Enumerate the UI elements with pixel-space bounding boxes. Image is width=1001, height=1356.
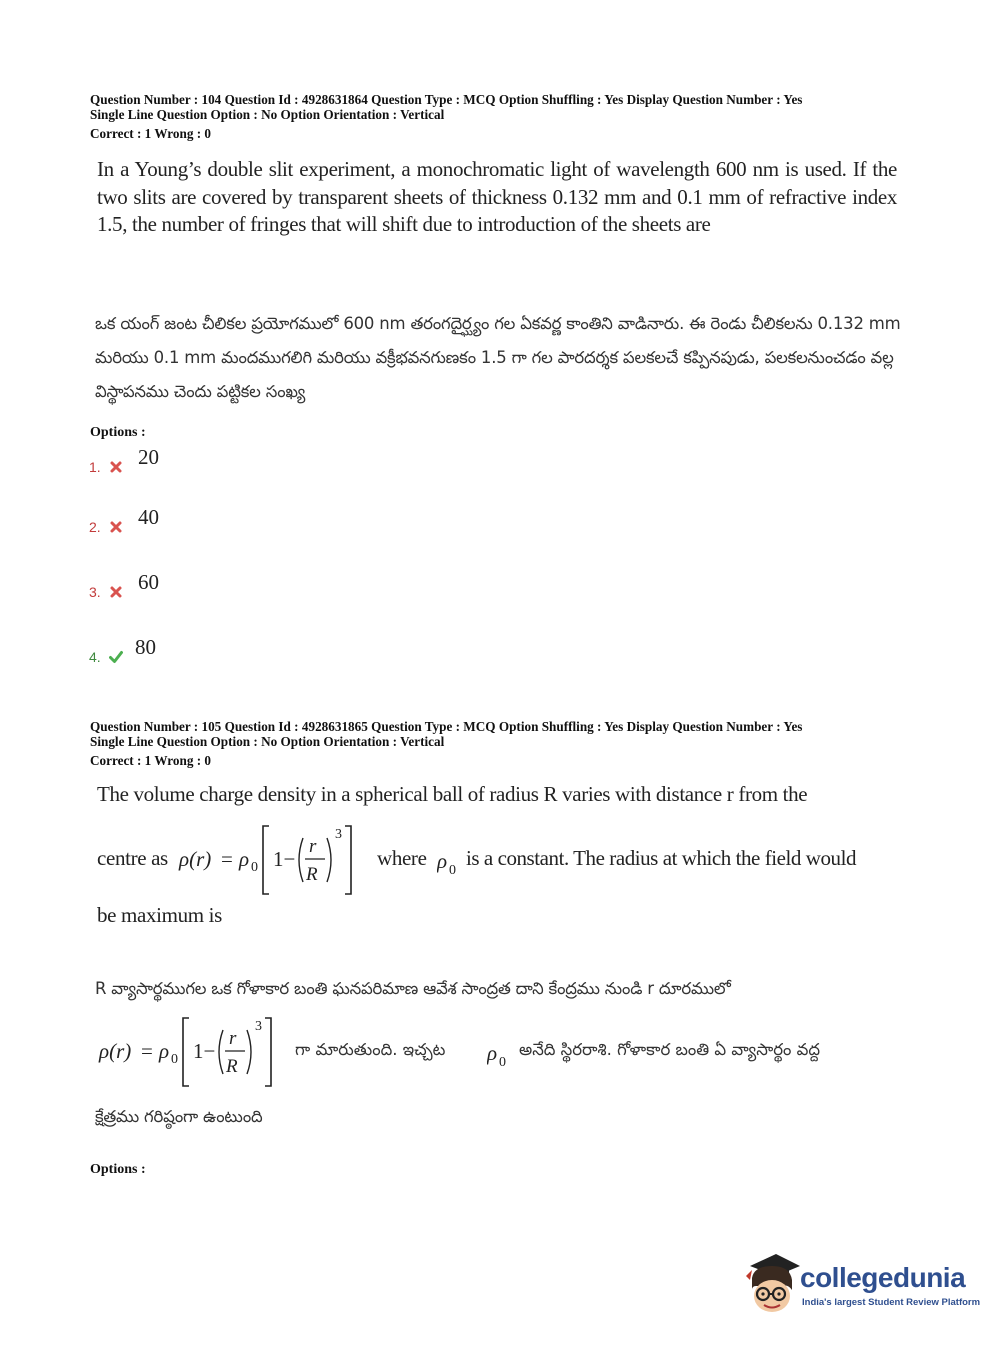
option-4: [89, 635, 289, 665]
q105-english-pre: centre as: [97, 846, 168, 870]
svg-text:ρ: ρ: [239, 847, 250, 871]
logo-name: collegedunia: [800, 1262, 966, 1293]
option-1-value: 20: [138, 445, 159, 469]
svg-text:3: 3: [335, 827, 342, 842]
svg-text:ρ: ρ: [437, 849, 448, 873]
svg-text:3: 3: [255, 1019, 262, 1034]
option-2-number: 2.: [89, 519, 101, 535]
option-2-value: 40: [138, 505, 159, 529]
svg-text:ρ(r): ρ(r): [179, 847, 212, 871]
wrong-icon: [109, 460, 123, 474]
option-4-value: 80: [135, 635, 156, 659]
q105-meta-line2: Single Line Question Option : No Option Orientation : Vertical: [90, 734, 445, 749]
rho-zero-symbol: [437, 846, 465, 880]
q105-english-line3: be maximum is: [97, 903, 222, 927]
charge-density-formula-telugu: [97, 1012, 297, 1092]
q105-english-line1: The volume charge density in a spherical ball of radius R varies with distance r from the: [97, 782, 808, 806]
svg-text:1−: 1−: [193, 1039, 216, 1063]
option-1-number: 1.: [89, 459, 101, 475]
svg-text:=: =: [221, 847, 233, 871]
option-1: [89, 445, 289, 475]
q105-telugu-line1: R వ్యాసార్థముగల ఒక గోళాకార బంతి ఘనపరిమాణ ఆవేశ సాంద్రత దాని కేంద్రము నుండి r దూరములో: [95, 979, 731, 998]
svg-text:0: 0: [251, 860, 258, 875]
q105-options-label: Options :: [90, 1162, 146, 1177]
q105-english-formula-line: [97, 820, 917, 900]
svg-text:ρ(r): ρ(r): [99, 1039, 132, 1063]
q105-meta-line3: Correct : 1 Wrong : 0: [90, 753, 211, 768]
student-mascot-icon: [742, 1250, 802, 1320]
collegedunia-logo: [742, 1250, 981, 1320]
svg-text:r: r: [229, 1028, 237, 1049]
svg-text:1−: 1−: [273, 847, 296, 871]
option-2: [89, 505, 289, 535]
q104-telugu-text: ఒక యంగ్ జంట చీలికల ప్రయోగములో 600 nm తరంగదైర్ఘ్యం గల ఏకవర్ణ కాంతిని వాడినారు. ఈ రెండు చీలికలను 0.132 mm మరియు 0.1 mm మందముగలిగి మరియు వక్రీభవనగుణకం 1.5 గా గల పారదర్శక పలకలచే కప్పినపుడు, పలకలనుంచడం వల్ల విస్థాపనము చెందు పట్టికల సంఖ్య: [95, 314, 901, 401]
svg-text:=: =: [141, 1039, 153, 1063]
option-3-value: 60: [138, 570, 159, 594]
q105-meta-line1: Question Number : 105 Question Id : 4928631865 Question Type : MCQ Option Shuffling : Yes Display Question Number : Yes: [90, 719, 803, 734]
svg-text:0: 0: [449, 863, 456, 878]
q105-telugu-formula-line: [97, 1012, 917, 1092]
option-3: [89, 570, 289, 600]
q105-telugu-post2: అనేది స్థిరరాశి. గోళాకార బంతి ఏ వ్యాసార్థం వద్ద: [519, 1040, 820, 1059]
q105-english-where: where: [377, 846, 427, 870]
q104-meta-line2: Single Line Question Option : No Option Orientation : Vertical: [90, 107, 445, 122]
q105-meta: [90, 719, 920, 768]
q104-meta-line1: Question Number : 104 Question Id : 4928631864 Question Type : MCQ Option Shuffling : Yes Display Question Number : Yes: [90, 92, 803, 107]
q104-meta: [90, 92, 920, 141]
wrong-icon: [109, 585, 123, 599]
q104-options-label: Options :: [90, 425, 146, 440]
q104-meta-line3: Correct : 1 Wrong : 0: [90, 126, 211, 141]
q105-telugu-post: గా మారుతుంది. ఇచ్చట: [295, 1040, 446, 1059]
q105-english-post: is a constant. The radius at which the field would: [466, 846, 857, 870]
svg-text:ρ: ρ: [159, 1039, 170, 1063]
svg-text:0: 0: [171, 1052, 178, 1067]
q104-english-text: In a Young’s double slit experiment, a monochromatic light of wavelength 600 nm is used. If the two slits are covered by transparent sheets of thickness 0.132 mm and 0.1 mm of refractive index 1.5, the number of fringes that will shift due to introduction of the sheets are: [97, 157, 897, 236]
logo-tagline: India's largest Student Review Platform: [802, 1297, 981, 1308]
check-icon: [109, 650, 123, 664]
option-4-number: 4.: [89, 649, 101, 665]
svg-text:R: R: [306, 864, 318, 885]
svg-text:R: R: [226, 1056, 238, 1077]
svg-text:0: 0: [499, 1055, 506, 1070]
q105-telugu-line3: క్షేత్రము గరిష్ఠంగా ఉంటుంది: [95, 1107, 263, 1126]
option-3-number: 3.: [89, 584, 101, 600]
svg-text:ρ: ρ: [487, 1041, 498, 1065]
charge-density-formula: [177, 820, 377, 900]
wrong-icon: [109, 520, 123, 534]
rho-zero-symbol-telugu: [487, 1038, 515, 1072]
svg-text:r: r: [309, 836, 317, 857]
